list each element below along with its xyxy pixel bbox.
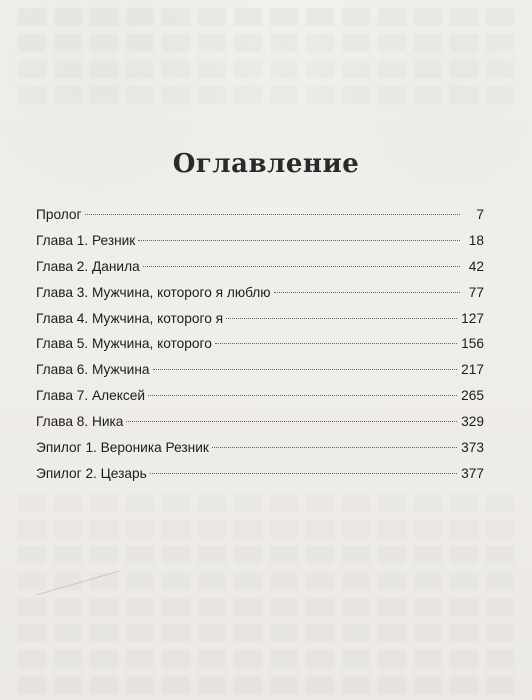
toc-entry-label: Глава 5. Мужчина, которого <box>36 336 212 352</box>
show-through-text <box>18 494 514 512</box>
toc-entry-label: Глава 1. Резник <box>36 232 136 248</box>
toc-entry-label: Глава 7. Алексей <box>36 388 145 404</box>
toc-entry-chapter-4 <box>36 306 484 332</box>
toc-entry-chapter-8 <box>36 409 484 435</box>
toc-page-number: 156 <box>461 336 484 352</box>
show-through-text <box>18 676 514 694</box>
toc-entry-label: Глава 6. Мужчина <box>36 362 150 378</box>
toc-entry-label: Эпилог 2. Цезарь <box>36 465 147 481</box>
show-through-text <box>18 60 514 78</box>
toc-page-number: 7 <box>476 207 484 222</box>
toc-page-number: 127 <box>461 310 484 326</box>
table-of-contents <box>36 202 484 487</box>
show-through-text <box>18 34 514 52</box>
toc-entry-chapter-6 <box>36 357 484 383</box>
toc-page-number: 329 <box>461 414 484 430</box>
toc-page-number: 42 <box>468 258 484 274</box>
dot-leader <box>274 292 460 293</box>
show-through-text <box>18 624 514 642</box>
toc-entry-label: Глава 2. Данила <box>36 258 140 274</box>
show-through-text <box>18 546 514 564</box>
dot-leader <box>212 447 457 448</box>
toc-page-number: 265 <box>461 388 484 404</box>
toc-entry-label: Эпилог 1. Вероника Резник <box>36 440 209 456</box>
toc-entry-chapter-5 <box>36 331 484 357</box>
dot-leader <box>143 266 460 267</box>
toc-entry-prologue <box>36 202 484 228</box>
dot-leader <box>215 343 457 344</box>
toc-entry-label: Пролог <box>36 207 82 222</box>
show-through-text <box>18 598 514 616</box>
dot-leader <box>150 473 457 474</box>
dot-leader <box>85 214 460 215</box>
toc-page-number: 217 <box>461 362 484 378</box>
toc-entry-chapter-1 <box>36 228 484 254</box>
page-title: Оглавление <box>172 149 360 179</box>
dot-leader <box>148 395 457 396</box>
dot-leader <box>153 369 458 370</box>
show-through-text <box>18 8 514 26</box>
dot-leader <box>138 240 460 241</box>
show-through-text <box>18 86 514 104</box>
toc-entry-chapter-2 <box>36 254 484 280</box>
toc-entry-chapter-3 <box>36 280 484 306</box>
show-through-text <box>18 520 514 538</box>
dot-leader <box>226 318 457 319</box>
show-through-text <box>18 650 514 668</box>
toc-page-number: 377 <box>461 465 484 481</box>
toc-entry-chapter-7 <box>36 383 484 409</box>
toc-entry-epilogue-1 <box>36 435 484 461</box>
dot-leader <box>126 421 457 422</box>
toc-entry-label: Глава 3. Мужчина, которого я люблю <box>36 284 271 300</box>
toc-page-number: 373 <box>461 440 484 456</box>
toc-page-number: 77 <box>468 284 484 300</box>
toc-entry-epilogue-2 <box>36 461 484 487</box>
toc-entry-label: Глава 4. Мужчина, которого я <box>36 310 224 326</box>
toc-entry-label: Глава 8. Ника <box>36 414 124 430</box>
toc-page-number: 18 <box>468 232 484 248</box>
